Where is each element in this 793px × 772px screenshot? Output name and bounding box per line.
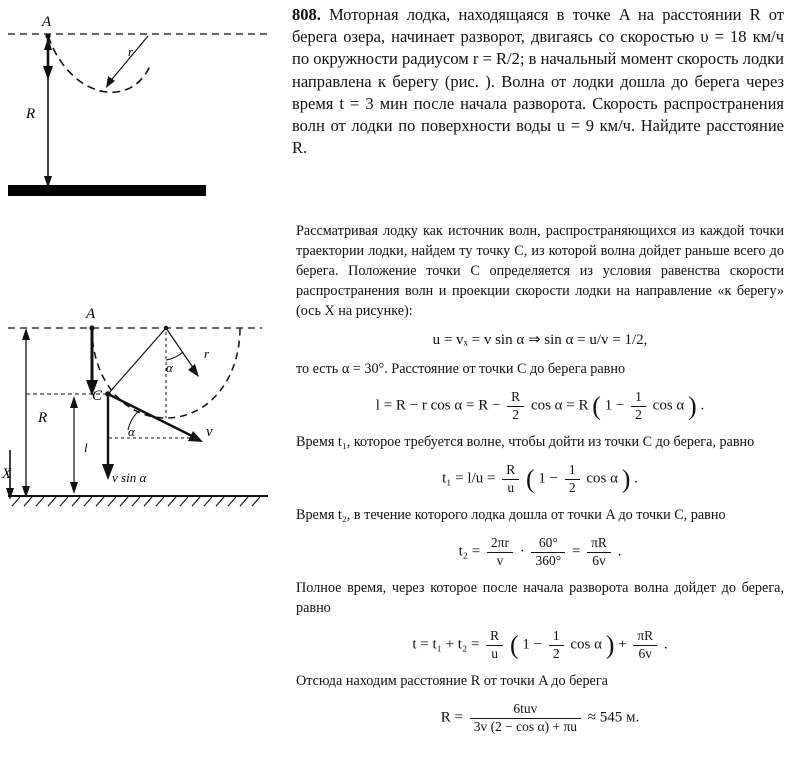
formula-5-fraction-1: [486, 629, 503, 661]
numerator: R: [507, 390, 524, 407]
formula-4: [296, 536, 784, 568]
formula-5-fraction-2: [549, 629, 564, 661]
formula-4-dot: ·: [519, 543, 525, 560]
solution-paragraph-4: Время t₂, в течение которого лодка дошла от точки A до точки C, равно: [296, 507, 726, 524]
solution-paragraph-5: Полное время, через которое после начала разворота волна дойдет до берега, равно: [296, 580, 784, 617]
formula-4-fraction-2: [531, 536, 565, 568]
formula-3-period: .: [634, 470, 638, 487]
denominator: 360°: [535, 552, 562, 568]
formula-2-mid: cos α = R: [530, 397, 589, 414]
denominator: 6v: [592, 552, 606, 568]
svg-text:A: A: [42, 14, 52, 30]
denominator: 2: [512, 406, 520, 422]
formula-6-fraction: [470, 702, 581, 734]
formula-4-fraction-1: [487, 536, 513, 568]
formula-5-tail-b: cos α: [570, 636, 602, 653]
formula-6-answer: [296, 702, 784, 734]
denominator: u: [491, 645, 499, 661]
formula-4-period: .: [617, 543, 622, 560]
formula-3-fraction-2: [565, 463, 580, 495]
numerator: πR: [633, 629, 657, 646]
svg-text:A: A: [86, 306, 96, 322]
svg-text:α: α: [128, 424, 135, 439]
formula-5-period: .: [663, 636, 668, 653]
formula-1: u = vₓ = v sin α ⇒ sin α = u/v = 1/2,: [432, 332, 648, 349]
formula-2-lead: l = R − r cos α = R −: [375, 397, 501, 414]
denominator: v: [496, 552, 504, 568]
formula-3-tail-b: cos α: [586, 470, 618, 487]
svg-text:R: R: [38, 410, 48, 426]
formula-2: [296, 390, 784, 422]
problem-number: 808.: [292, 5, 321, 24]
open-paren: (: [592, 391, 601, 421]
numerator: 2πr: [487, 536, 513, 553]
svg-text:r: r: [128, 44, 134, 59]
numerator: 6tuv: [470, 702, 581, 719]
formula-4-fraction-3: [587, 536, 611, 568]
close-paren: ): [605, 630, 615, 660]
close-paren: ): [621, 464, 631, 494]
figure-top: [0, 8, 280, 208]
formula-4-lead: t₂ =: [458, 543, 481, 560]
svg-text:v sin α: v sin α: [112, 470, 147, 485]
formula-2-tail-a: 1 −: [604, 397, 625, 414]
numerator: πR: [587, 536, 611, 553]
solution-paragraph-6: Отсюда находим расстояние R от точки A до берега: [296, 673, 608, 690]
solution-block: [296, 222, 784, 745]
numerator: R: [486, 629, 503, 646]
numerator: 60°: [531, 536, 565, 553]
open-paren: (: [526, 464, 535, 494]
denominator: u: [507, 479, 515, 495]
open-paren: (: [509, 630, 519, 660]
formula-3-fraction-1: [502, 463, 519, 495]
formula-2-fraction-2: [631, 390, 646, 422]
svg-text:v: v: [206, 424, 213, 440]
formula-3-lead: t₁ = l/u =: [442, 470, 496, 487]
svg-text:r: r: [204, 346, 210, 361]
formula-6-lead: R =: [440, 709, 463, 726]
formula-3-tail-a: 1 −: [538, 470, 559, 487]
denominator: 2: [552, 645, 560, 661]
svg-text:l: l: [84, 440, 88, 455]
formula-5-fraction-3: [633, 629, 657, 661]
denominator: 2: [635, 406, 642, 422]
svg-text:C: C: [92, 388, 103, 404]
numerator: 1: [631, 390, 646, 407]
formula-2-fraction-1: [507, 390, 524, 422]
svg-text:X: X: [2, 466, 12, 482]
svg-text:α: α: [166, 360, 173, 375]
denominator: 3v (2 − cos α) + πu: [473, 718, 578, 734]
formula-5-lead: t = t₁ + t₂ =: [412, 636, 480, 653]
numerator: R: [502, 463, 519, 480]
figure-bottom: [0, 300, 285, 530]
formula-3: [296, 463, 784, 495]
formula-5-plus: +: [618, 636, 627, 653]
svg-text:R: R: [26, 106, 36, 122]
formula-4-equals: =: [571, 543, 581, 560]
problem-statement: [292, 4, 784, 159]
solution-paragraph-2: то есть α = 30°. Расстояние от точки C до берега равно: [296, 361, 626, 378]
solution-paragraph-1: Рассматривая лодку как источник волн, распространяющихся из каждой точки траектории лодки, найдем ту точку C, из которой волна дойдет раньше всего до берега. Положение точки C определяется из условия равенства скорости распространения волн и проекции скорости лодки на направление «к берегу» (ось X на рисунке):: [296, 223, 784, 319]
formula-5: [296, 629, 784, 661]
close-paren: ): [688, 391, 697, 421]
solution-paragraph-3: Время t₁, которое требуется волне, чтобы дойти из точки C до берега, равно: [296, 434, 755, 451]
formula-6-result: ≈ 545 м.: [587, 709, 640, 726]
formula-5-tail-a: 1 −: [522, 636, 543, 653]
problem-text: Моторная лодка, находящаяся в точке A на расстоянии R от берега озера, начинает разворот, двигаясь со скоростью υ = 18 км/ч по окружности радиусом r = R/2; в начальный момент скорость лодки направлена к берегу (рис. ). Волна от лодки дошла до берега через время t = 3 мин после начала разворота. Скорость распространения волн от лодки по поверхности воды u = 9 км/ч. Найдите расстояние R.: [292, 5, 784, 158]
denominator: 6v: [638, 645, 652, 661]
numerator: 1: [565, 463, 580, 480]
numerator: 1: [549, 629, 564, 646]
formula-2-period: .: [700, 397, 705, 414]
denominator: 2: [568, 479, 576, 495]
formula-2-tail-b: cos α: [652, 397, 685, 414]
